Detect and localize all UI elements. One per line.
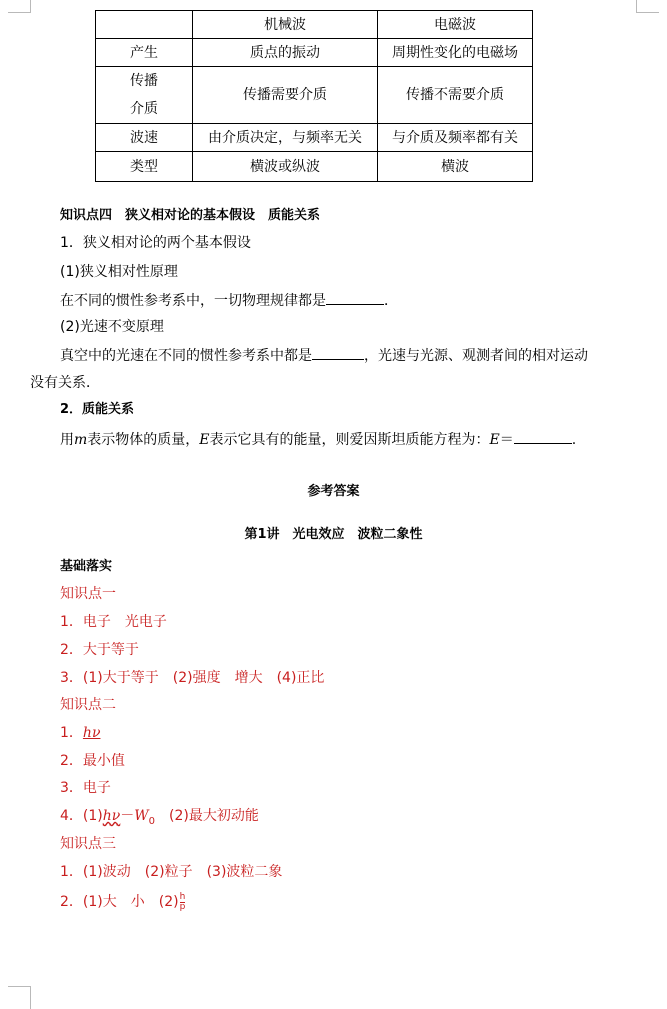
cell-electromagnetic: 与介质及频率都有关 bbox=[378, 124, 533, 152]
light-speed-text bbox=[60, 345, 588, 366]
wave-comparison-table bbox=[95, 10, 533, 182]
cell-electromagnetic: 横波 bbox=[378, 152, 533, 182]
fill-blank bbox=[514, 429, 572, 444]
relativity-principle-text bbox=[60, 290, 398, 311]
table-header-electromagnetic: 电磁波 bbox=[378, 11, 533, 39]
answer-item: 1．电子 光电子 bbox=[60, 614, 167, 630]
mass-energy-heading: 2．质能关系 bbox=[60, 402, 135, 417]
light-speed-principle-heading: (2)光速不变原理 bbox=[60, 319, 164, 335]
text-segment: 1． bbox=[60, 725, 83, 741]
answers-heading: 参考答案 bbox=[307, 484, 360, 499]
answer-item: 3．(1)大于等于 (2)强度 增大 (4)正比 bbox=[60, 670, 325, 686]
text-segment: 表示物体的质量， bbox=[87, 432, 200, 448]
fill-blank bbox=[312, 345, 364, 360]
formula-h-nu: hν bbox=[82, 725, 101, 741]
relativity-principle-heading: (1)狭义相对性原理 bbox=[60, 264, 178, 280]
light-speed-text-continued: 没有关系． bbox=[30, 375, 100, 391]
text-segment: ＝ bbox=[499, 432, 514, 448]
answer-knowledge-1: 知识点一 bbox=[60, 586, 116, 602]
row-label: 产生 bbox=[96, 39, 193, 67]
row-label bbox=[96, 67, 193, 124]
text-segment: 表示它具有的能量，则爱因斯坦质能方程为： bbox=[209, 432, 490, 448]
table-row bbox=[96, 39, 533, 67]
crop-mark-bottom-left bbox=[8, 986, 31, 1009]
text-segment: 4．(1) bbox=[60, 808, 103, 824]
cell-electromagnetic: 周期性变化的电磁场 bbox=[378, 39, 533, 67]
fraction-denominator: p bbox=[179, 901, 186, 912]
table-header-mechanical: 机械波 bbox=[193, 11, 378, 39]
postulates-heading: 1．狭义相对论的两个基本假设 bbox=[60, 235, 251, 251]
fraction-numerator: h bbox=[179, 891, 186, 902]
text-segment: ． bbox=[384, 293, 398, 309]
table-header-empty bbox=[96, 11, 193, 39]
symbol-E: E bbox=[489, 432, 500, 448]
fill-blank bbox=[326, 290, 384, 305]
section-title-knowledge-4: 知识点四 狭义相对论的基本假设 质能关系 bbox=[60, 208, 321, 223]
symbol-m: m bbox=[74, 432, 88, 448]
row-label: 类型 bbox=[96, 152, 193, 182]
symbol-W: W bbox=[134, 808, 149, 824]
answer-knowledge-3: 知识点三 bbox=[60, 836, 116, 852]
crop-mark-top-left bbox=[8, 0, 31, 13]
cell-mechanical: 横波或纵波 bbox=[193, 152, 378, 182]
cell-electromagnetic: 传播不需要介质 bbox=[378, 67, 533, 124]
answer-item bbox=[60, 892, 185, 912]
answer-item: 3．电子 bbox=[60, 780, 111, 796]
symbol-E: E bbox=[199, 432, 210, 448]
text-segment: (2)最大初动能 bbox=[155, 808, 259, 824]
answer-item bbox=[60, 723, 100, 743]
cell-mechanical: 质点的振动 bbox=[193, 39, 378, 67]
cell-mechanical: 由介质决定，与频率无关 bbox=[193, 124, 378, 152]
table-row bbox=[96, 67, 533, 124]
row-label: 波速 bbox=[96, 124, 193, 152]
answer-item: 2．最小值 bbox=[60, 753, 125, 769]
lesson-title: 第1讲 光电效应 波粒二象性 bbox=[244, 527, 423, 542]
answer-item: 1．(1)波动 (2)粒子 (3)波粒二象 bbox=[60, 864, 283, 880]
text-segment: 用 bbox=[60, 432, 74, 448]
answer-item: 2．大于等于 bbox=[60, 642, 139, 658]
fraction-h-over-p bbox=[180, 893, 186, 912]
cell-mechanical: 传播需要介质 bbox=[193, 67, 378, 124]
basics-heading: 基础落实 bbox=[60, 559, 113, 574]
text-segment: 2．(1)大 小 (2) bbox=[60, 894, 179, 910]
text-segment: － bbox=[120, 808, 135, 824]
row-label-line1: 传播 bbox=[130, 73, 158, 89]
answer-item bbox=[60, 806, 259, 832]
crop-mark-top-right bbox=[636, 0, 659, 13]
row-label-line2: 介质 bbox=[130, 101, 158, 117]
subscript: 0 bbox=[148, 815, 156, 827]
table-row bbox=[96, 152, 533, 182]
table-header-row bbox=[96, 11, 533, 39]
text-segment: 真空中的光速在不同的惯性参考系中都是 bbox=[60, 348, 312, 364]
table-row bbox=[96, 124, 533, 152]
text-segment: ，光速与光源、观测者间的相对运动 bbox=[364, 348, 588, 364]
formula-h-nu: hν bbox=[102, 808, 121, 824]
text-segment: . bbox=[571, 432, 577, 448]
mass-energy-text bbox=[60, 429, 576, 450]
text-segment: 在不同的惯性参考系中，一切物理规律都是 bbox=[60, 293, 326, 309]
answer-knowledge-2: 知识点二 bbox=[60, 697, 116, 713]
